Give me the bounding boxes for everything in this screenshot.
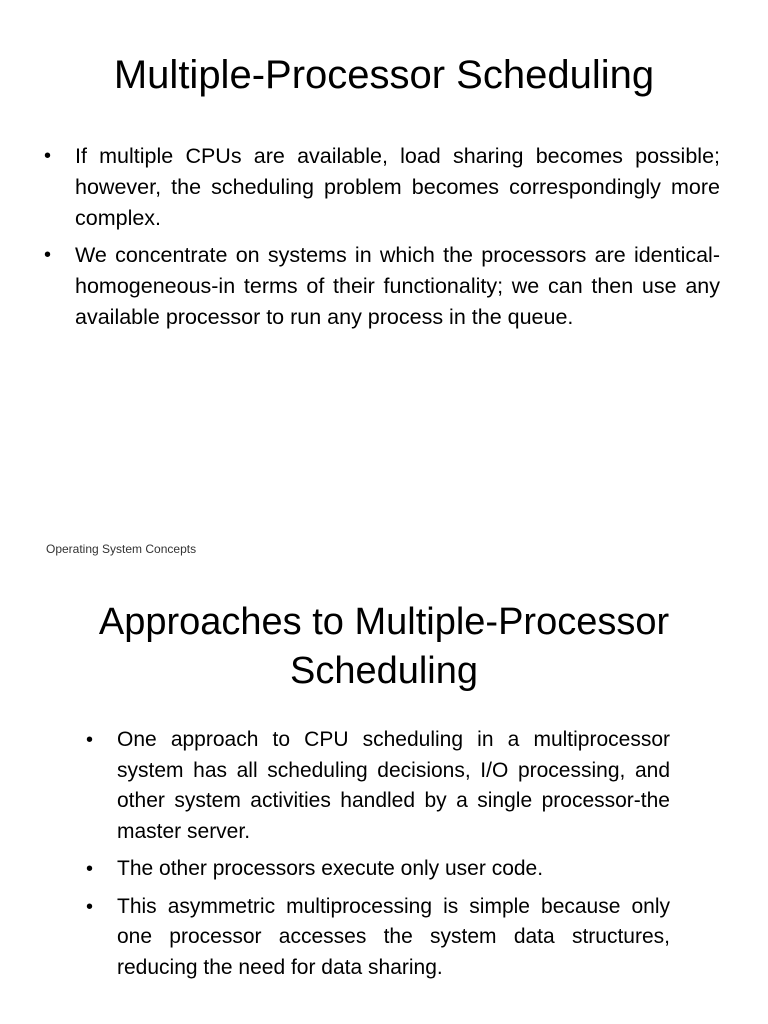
slide-title: Approaches to Multiple-Processor Scheduling	[98, 601, 670, 692]
bullet-list	[86, 725, 670, 990]
slide-footer: Operating System Concepts	[46, 542, 197, 556]
bullet-icon: •	[86, 729, 94, 751]
bullet-icon: •	[44, 145, 52, 167]
bullet-item	[86, 854, 670, 885]
bullet-item	[86, 725, 670, 847]
bullet-item	[86, 892, 670, 984]
bullet-icon: •	[86, 895, 94, 918]
bullet-text: One approach to CPU scheduling in a multiprocessor system has all scheduling decisions, I/O processing, and other system activities handled by a single processor-the master server.	[117, 728, 670, 843]
bullet-list	[44, 141, 720, 339]
slide-title: Multiple-Processor Scheduling	[113, 53, 655, 97]
bullet-text: The other processors execute only user code.	[117, 857, 544, 880]
bullet-text: We concentrate on systems in which the processors are identical-homogeneous-in terms of their functionality; we can then use any available processor to run any process in the queue.	[75, 243, 720, 329]
bullet-icon: •	[44, 244, 52, 266]
bullet-text: If multiple CPUs are available, load sharing becomes possible; however, the scheduling problem becomes correspondingly more complex.	[75, 144, 720, 230]
bullet-text: This asymmetric multiprocessing is simple because only one processor accesses the system data structures, reducing the need for data sharing.	[117, 894, 670, 979]
bullet-item	[44, 240, 720, 333]
bullet-icon: •	[86, 858, 94, 880]
bullet-item	[44, 141, 720, 234]
slide-approaches	[0, 560, 768, 1024]
